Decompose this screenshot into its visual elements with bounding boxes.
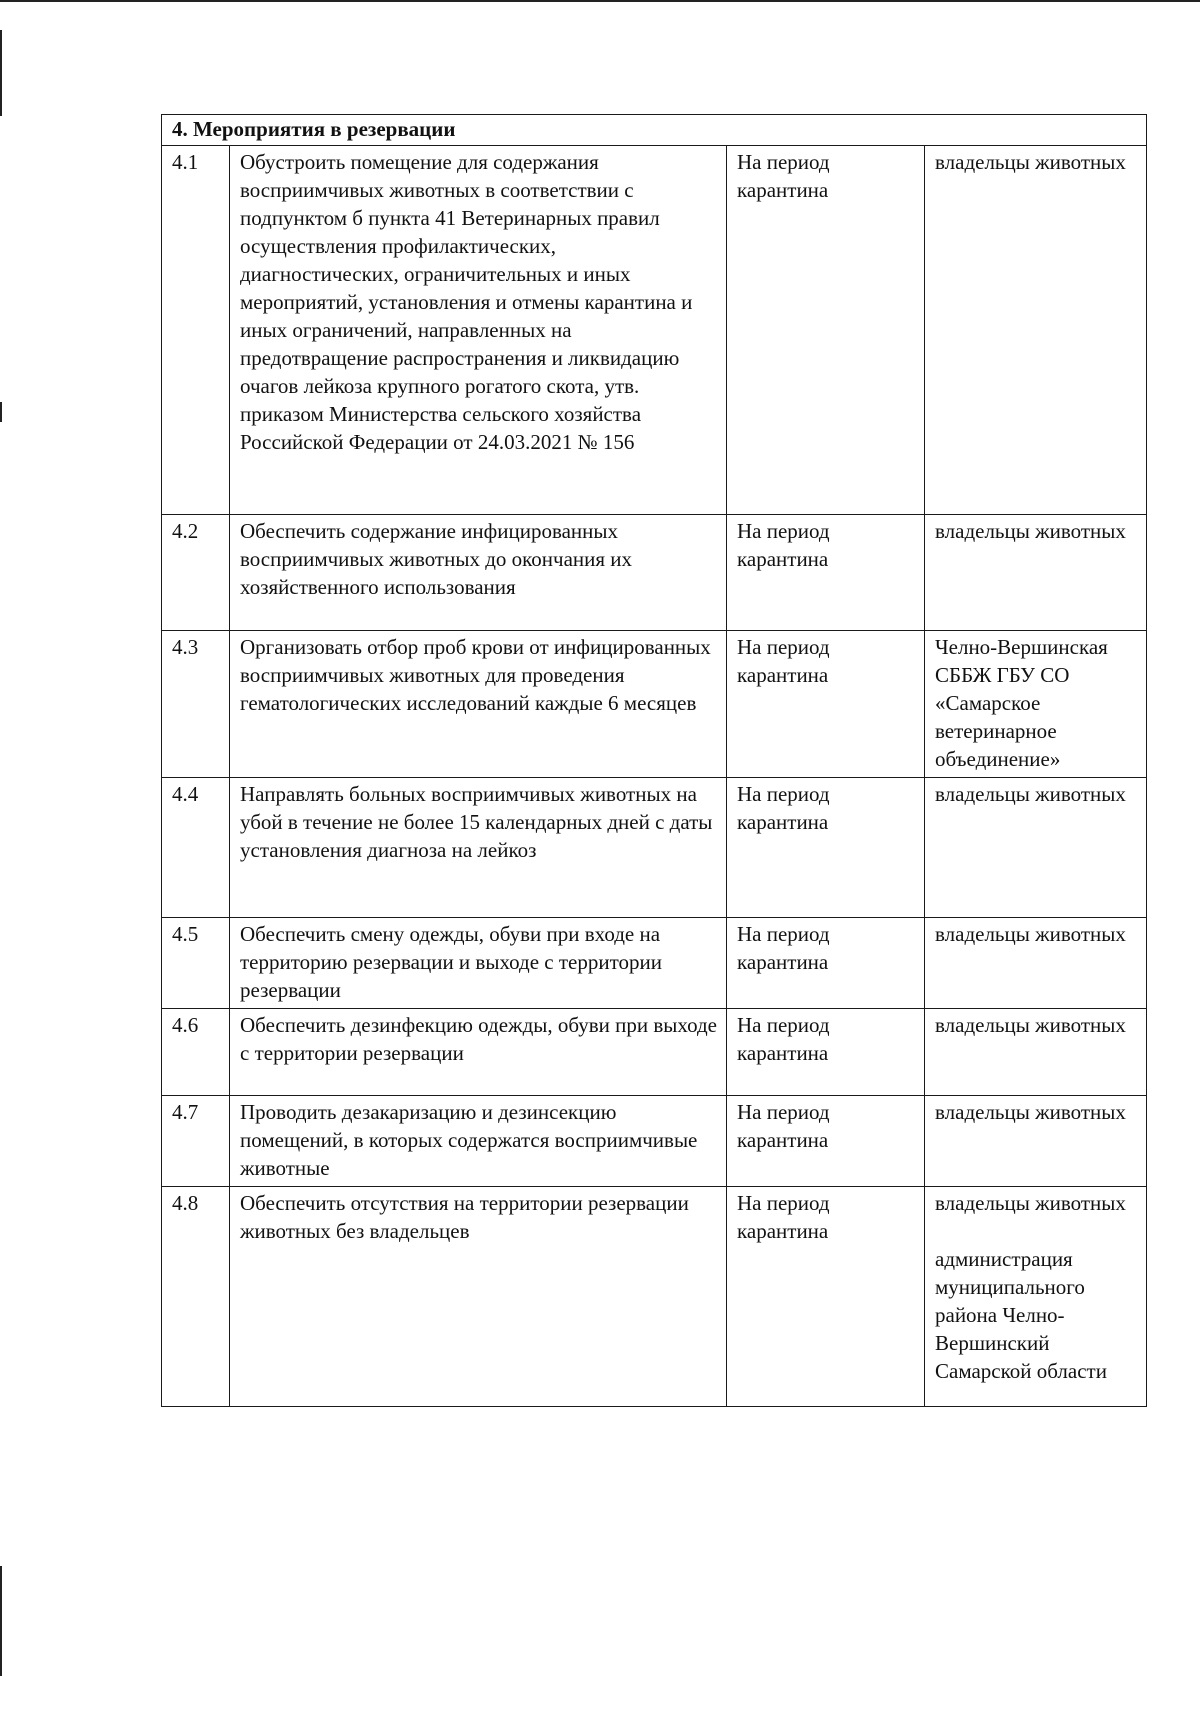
- row-number: 4.7: [162, 1096, 230, 1187]
- row-period: На период карантина: [727, 778, 925, 918]
- row-action: Обеспечить дезинфекцию одежды, обуви при выходе с территории резервации: [230, 1009, 727, 1096]
- scan-mark-left-bottom: [0, 1566, 2, 1676]
- responsible-party: владельцы животных: [935, 922, 1126, 946]
- row-action: Обеспечить смену одежды, обуви при входе на территорию резервации и выходе с территории резервации: [230, 918, 727, 1009]
- responsible-party: Челно-Вершинская СББЖ ГБУ СО «Самарское ветеринарное объединение»: [935, 635, 1108, 771]
- row-number: 4.4: [162, 778, 230, 918]
- row-responsible: [925, 631, 1147, 778]
- row-action: Обустроить помещение для содержания восприимчивых животных в соответствии с подпунктом б пункта 41 Ветеринарных правил осуществления профилактических, диагностических, ограничительных и иных мероприятий, установления и отмены карантина и иных ограничений, направленных на предотвращение распространения и ликвидацию очагов лейкоза крупного рогатого скота, утв. приказом Министерства сельского хозяйства Российской Федерации от 24.03.2021 № 156: [230, 146, 727, 515]
- row-responsible: [925, 918, 1147, 1009]
- row-number: 4.6: [162, 1009, 230, 1096]
- row-action: Направлять больных восприимчивых животных на убой в течение не более 15 календарных дней с даты установления диагноза на лейкоз: [230, 778, 727, 918]
- responsible-party: администрация муниципального района Челно-Вершинский Самарской области: [935, 1247, 1107, 1383]
- row-period: На период карантина: [727, 1187, 925, 1407]
- scan-mark-left-mid: [0, 402, 2, 422]
- scan-mark-left-top: [0, 30, 2, 116]
- row-action: Организовать отбор проб крови от инфицированных восприимчивых животных для проведения гематологических исследований каждые 6 месяцев: [230, 631, 727, 778]
- row-number: 4.3: [162, 631, 230, 778]
- table-row: [162, 1096, 1147, 1187]
- row-responsible: [925, 1096, 1147, 1187]
- responsible-party: владельцы животных: [935, 150, 1126, 174]
- row-responsible: [925, 1009, 1147, 1096]
- table-row: [162, 631, 1147, 778]
- responsible-spacer: [935, 1217, 1138, 1245]
- row-responsible: [925, 515, 1147, 631]
- row-period: На период карантина: [727, 515, 925, 631]
- row-responsible: [925, 1187, 1147, 1407]
- table-row: [162, 1009, 1147, 1096]
- row-period: На период карантина: [727, 146, 925, 515]
- row-responsible: [925, 778, 1147, 918]
- row-period: На период карантина: [727, 1096, 925, 1187]
- responsible-party: владельцы животных: [935, 1191, 1126, 1215]
- row-period: На период карантина: [727, 918, 925, 1009]
- responsible-party: владельцы животных: [935, 1013, 1126, 1037]
- section-title: 4. Мероприятия в резервации: [162, 115, 1147, 146]
- row-action: Обеспечить содержание инфицированных восприимчивых животных до окончания их хозяйственного использования: [230, 515, 727, 631]
- row-number: 4.2: [162, 515, 230, 631]
- responsible-party: владельцы животных: [935, 519, 1126, 543]
- row-responsible: [925, 146, 1147, 515]
- row-number: 4.5: [162, 918, 230, 1009]
- responsible-party: владельцы животных: [935, 782, 1126, 806]
- measures-table: [161, 114, 1147, 1407]
- row-period: На период карантина: [727, 631, 925, 778]
- row-number: 4.1: [162, 146, 230, 515]
- top-scan-edge: [0, 0, 1200, 2]
- table-row: [162, 778, 1147, 918]
- row-action: Проводить дезакаризацию и дезинсекцию помещений, в которых содержатся восприимчивые животные: [230, 1096, 727, 1187]
- section-header-row: [162, 115, 1147, 146]
- table-row: [162, 146, 1147, 515]
- table-row: [162, 918, 1147, 1009]
- responsible-party: владельцы животных: [935, 1100, 1126, 1124]
- table-row: [162, 515, 1147, 631]
- row-period: На период карантина: [727, 1009, 925, 1096]
- row-action: Обеспечить отсутствия на территории резервации животных без владельцев: [230, 1187, 727, 1407]
- row-number: 4.8: [162, 1187, 230, 1407]
- table-row: [162, 1187, 1147, 1407]
